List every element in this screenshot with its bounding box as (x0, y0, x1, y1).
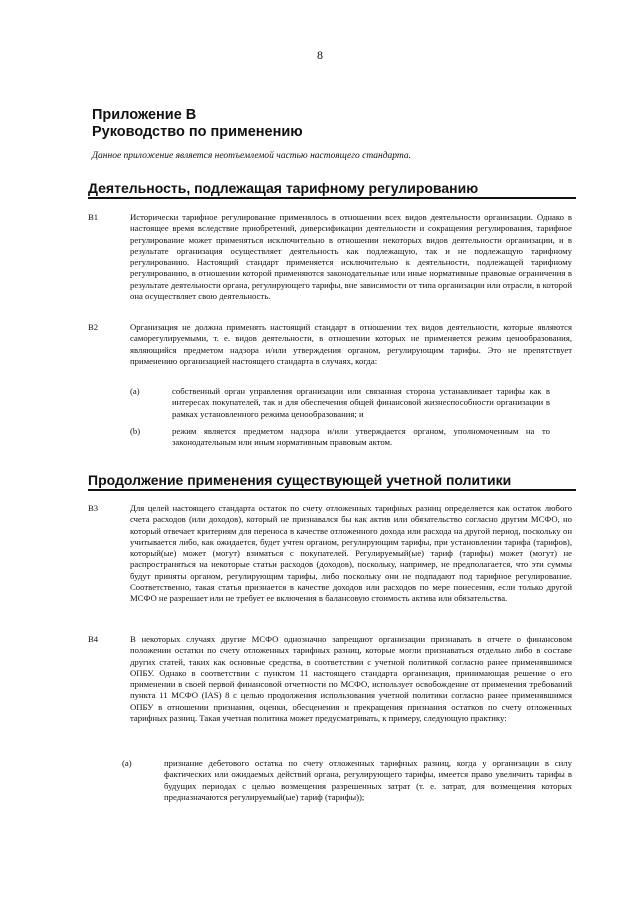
paragraph-b4 (88, 634, 572, 724)
appendix-note: Данное приложение является неотъемлемой частью настоящего стандарта. (92, 151, 412, 161)
subitem-label: (b) (130, 426, 141, 436)
section-heading-regulated-activities: Деятельность, подлежащая тарифному регулированию (88, 180, 576, 199)
paragraph-text: Исторически тарифное регулирование применялось в отношении всех видов деятельности организации. Однако в настоящее время вследствие приобретений, диверсификации деятельности и сокращения регулирования, тарифное регулирование может применяться исключительно в отношении некоторых видов деятельности организации, и в результате организация осуществляет деятельность как подлежащую, так и не подлежащую тарифному регулированию. Настоящий стандарт применяется исключительно к деятельности, подлежащей тарифному регулированию, в отношении которой применяются законодательные или иные нормативные правовые ограничения в результате деятельности органа, регулирующего тарифы, вне зависимости от типа организации или отрасли, в которой она осуществляет свою деятельность. (130, 212, 572, 302)
paragraph-text: Для целей настоящего стандарта остаток по счету отложенных тарифных разниц определяется как остаток любого счета расходов (или доходов), который не признавался бы как актив или обязательство согласно другим МСФО, но который отвечает критериям для переноса в качестве отложенного дохода или расхода на другой период, поскольку он учитывается либо, как ожидается, будет учтен органом, регулирующим тарифы, при установлении тарифа (тарифов), который(ые) может (могут) взиматься с покупателей. Регулируемый(ые) тариф (тарифы) может (могут) не распространяться на некоторые статьи расходов (доходов), поскольку, например, не предполагается, что эти суммы будут приняты органом, регулирующим тарифы, либо поскольку они не подпадают под тарифное регулирование. Соответственно, такая статья признается в качестве доходов или расходов по мере понесения, если только другой МСФО не разрешает или не требует ее включения в балансовую стоимость актива или обязательства. (130, 503, 572, 604)
appendix-title-line1: Приложение В (92, 107, 197, 123)
subitem-b2-a (130, 386, 550, 420)
appendix-title-line2: Руководство по применению (92, 124, 303, 140)
paragraph-b2 (88, 322, 572, 367)
section-heading-existing-policy: Продолжение применения существующей учетной политики (88, 472, 576, 491)
subitem-text: собственный орган управления организации или связанная сторона устанавливает тарифы как в интересах покупателей, так и для обеспечения общей финансовой жизнеспособности организации в рамках установленного режима ценообразования; и (172, 386, 550, 419)
subitem-b2-b (130, 426, 550, 449)
subitem-text: признание дебетового остатка по счету отложенных тарифных разниц, когда у организации в силу фактических или ожидаемых действий органа, регулирующего тарифы, имеется право увеличить тарифы в будущих периодах с целью возмещения разрешенных затрат (т. е. затрат, для возмещения которых предназначаются регулируемый(ые) тариф (тарифы)); (164, 758, 572, 802)
paragraph-label: B1 (88, 212, 99, 222)
paragraph-label: B4 (88, 634, 99, 644)
subitem-text: режим является предметом надзора и/или утверждается органом, уполномоченным на то законодательным или иным нормативным правовым актом. (172, 426, 550, 448)
paragraph-label: B3 (88, 503, 99, 513)
paragraph-text: Организация не должна применять настоящий стандарт в отношении тех видов деятельности, которые являются саморегулируемыми, т. е. видов деятельности, в отношении которых не применяется режим ценообразования, являющийся предметом надзора и/или утверждения органом, регулирующим тарифы. Это не препятствует применению организацией настоящего стандарта в случаях, когда: (130, 322, 572, 366)
subitem-label: (a) (130, 386, 140, 396)
paragraph-label: B2 (88, 322, 99, 332)
subitem-b4-a (122, 758, 572, 803)
page-number: 8 (317, 48, 323, 62)
paragraph-b1 (88, 212, 572, 302)
appendix-title (92, 107, 303, 141)
paragraph-b3 (88, 503, 572, 605)
paragraph-text: В некоторых случаях другие МСФО однозначно запрещают организации признавать в отчете о финансовом положении остатки по счету отложенных тарифных разниц, которые могли признаваться отдельно либо в составе других статей, таких как основные средства, в соответствии с учетной политикой согласно ранее применявшимся ОПБУ. Однако в соответствии с пунктом 11 настоящего стандарта организация, принимающая решение о его применении в своей первой финансовой отчетности по МСФО, использует освобождение от применения требований пункта 11 МСФО (IAS) 8 с целью продолжения использования учетной политики согласно ранее применявшимся ОПБУ в отношении признания, оценки, обесценения и прекращения признания остатков по счету отложенных тарифных разниц. Такая учетная политика может предусматривать, к примеру, следующую практику: (130, 634, 572, 724)
subitem-label: (a) (122, 758, 132, 768)
